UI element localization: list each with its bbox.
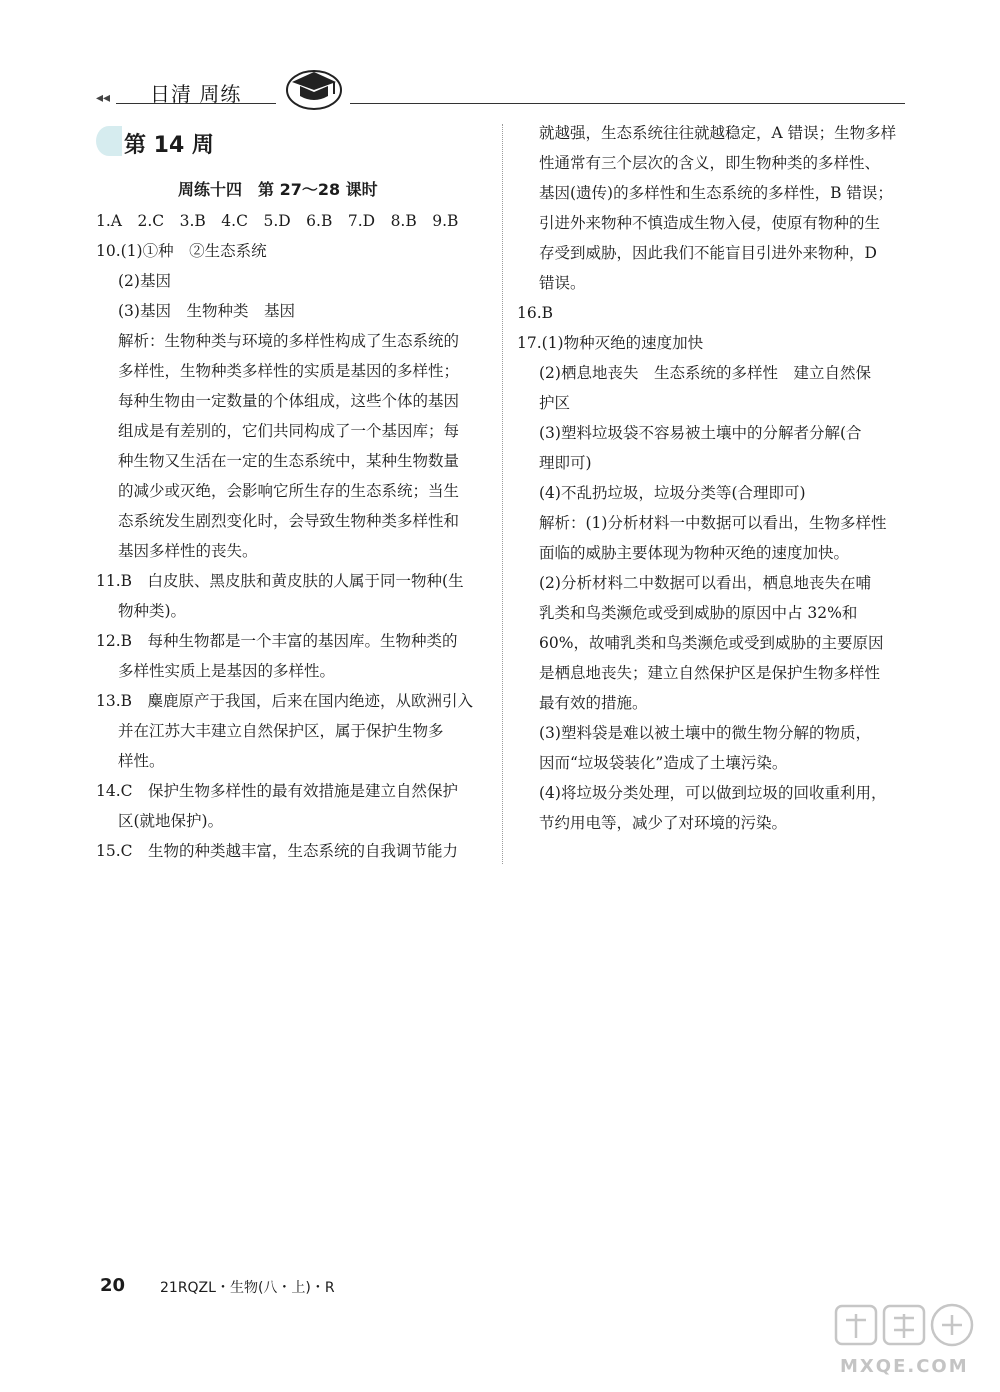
- page-number: 20: [100, 1275, 126, 1296]
- text-line: 乳类和鸟类濒危或受到威胁的原因中占 32%和: [539, 604, 858, 622]
- text-line: (2)基因: [118, 272, 171, 290]
- text-line: 引进外来物种不慎造成生物入侵，使原有物种的生: [539, 214, 881, 232]
- text-line: 11.B 白皮肤、黑皮肤和黄皮肤的人属于同一物种(生: [96, 572, 464, 590]
- text-line: 最有效的措施。: [539, 694, 648, 712]
- week-tag-decoration: [96, 126, 122, 156]
- text-line: 15.C 生物的种类越丰富，生态系统的自我调节能力: [96, 842, 459, 860]
- text-line: (4)不乱扔垃圾，垃圾分类等(合理即可): [539, 484, 806, 502]
- text-line: (3)基因 生物种类 基因: [118, 302, 295, 320]
- text-line: (2)分析材料二中数据可以看出，栖息地丧失在哺: [539, 574, 871, 592]
- text-line: (3)塑料袋是难以被土壤中的微生物分解的物质，: [539, 724, 871, 742]
- text-line: 解析：生物种类与环境的多样性构成了生态系统的: [118, 332, 460, 350]
- text-line: 存受到威胁，因此我们不能盲目引进外来物种，D: [539, 244, 877, 262]
- text-line: (3)塑料垃圾袋不容易被土壤中的分解者分解(合: [539, 424, 862, 442]
- text-line: 基因(遗传)的多样性和生态系统的多样性，B 错误；: [539, 184, 893, 202]
- text-line: 多样性实质上是基因的多样性。: [118, 662, 336, 680]
- text-line: 17.(1)物种灭绝的速度加快: [517, 334, 704, 352]
- text-line: 节约用电等，减少了对环境的污染。: [539, 814, 788, 832]
- text-line: 性通常有三个层次的含义，即生物种类的多样性、: [539, 154, 881, 172]
- text-line: 就越强，生态系统往往就越稳定，A 错误；生物多样: [539, 124, 897, 142]
- header-rule-right: [350, 103, 905, 104]
- text-line: 护区: [539, 394, 571, 412]
- graduation-cap-icon: [282, 60, 346, 112]
- text-line: 理即可): [539, 454, 592, 472]
- page-header: [0, 60, 1000, 120]
- text-line: 因而“垃圾袋装化”造成了土壤污染。: [539, 754, 788, 772]
- text-line: 面临的威胁主要体现为物种灭绝的速度加快。: [539, 544, 850, 562]
- text-line: 60%，故哺乳类和鸟类濒危或受到威胁的主要原因: [539, 634, 884, 652]
- watermark-logo-icon: [832, 1300, 982, 1380]
- text-line: 物种类)。: [118, 602, 187, 620]
- right-column: [517, 118, 912, 838]
- text-line: 种生物又生活在一定的生态系统中，某种生物数量: [118, 452, 460, 470]
- text-line: 12.B 每种生物都是一个丰富的基因库。生物种类的: [96, 632, 458, 650]
- header-rule-left: [116, 103, 276, 104]
- text-line: 基因多样性的丧失。: [118, 542, 258, 560]
- header-title: 日清 周练: [150, 82, 242, 106]
- text-line: 10.(1)①种 ②生态系统: [96, 242, 267, 260]
- text-line: 区(就地保护)。: [118, 812, 224, 830]
- text-line: 的减少或灭绝，会影响它所生存的生态系统；当生: [118, 482, 460, 500]
- book-code: 21RQZL・生物(八・上)・R: [160, 1280, 335, 1296]
- text-line: 并在江苏大丰建立自然保护区，属于保护生物多: [118, 722, 444, 740]
- section-title: 周练十四 第 27～28 课时: [178, 180, 378, 199]
- svg-text:MXQE.COM: MXQE.COM: [840, 1356, 969, 1377]
- header-arrows-icon: ◂◂: [96, 90, 111, 106]
- text-line: 16.B: [517, 304, 554, 322]
- text-line: 解析：(1)分析材料一中数据可以看出，生物多样性: [539, 514, 887, 532]
- column-divider: [502, 124, 503, 864]
- week-title: 第 14 周: [124, 133, 214, 158]
- text-line: 组成是有差别的，它们共同构成了一个基因库；每: [118, 422, 460, 440]
- text-line: 13.B 麋鹿原产于我国，后来在国内绝迹，从欧洲引入: [96, 692, 474, 710]
- text-line: 每种生物由一定数量的个体组成，这些个体的基因: [118, 392, 460, 410]
- text-line: 态系统发生剧烈变化时，会导致生物种类多样性和: [118, 512, 460, 530]
- text-line: 1.A 2.C 3.B 4.C 5.D 6.B 7.D 8.B 9.B: [96, 212, 459, 230]
- text-line: (2)栖息地丧失 生态系统的多样性 建立自然保: [539, 364, 871, 382]
- text-line: 多样性，生物种类多样性的实质是基因的多样性；: [118, 362, 460, 380]
- left-column: [96, 206, 491, 866]
- text-line: (4)将垃圾分类处理，可以做到垃圾的回收重利用，: [539, 784, 887, 802]
- text-line: 是栖息地丧失；建立自然保护区是保护生物多样性: [539, 664, 881, 682]
- text-line: 错误。: [539, 274, 586, 292]
- text-line: 样性。: [118, 752, 165, 770]
- text-line: 14.C 保护生物多样性的最有效措施是建立自然保护: [96, 782, 459, 800]
